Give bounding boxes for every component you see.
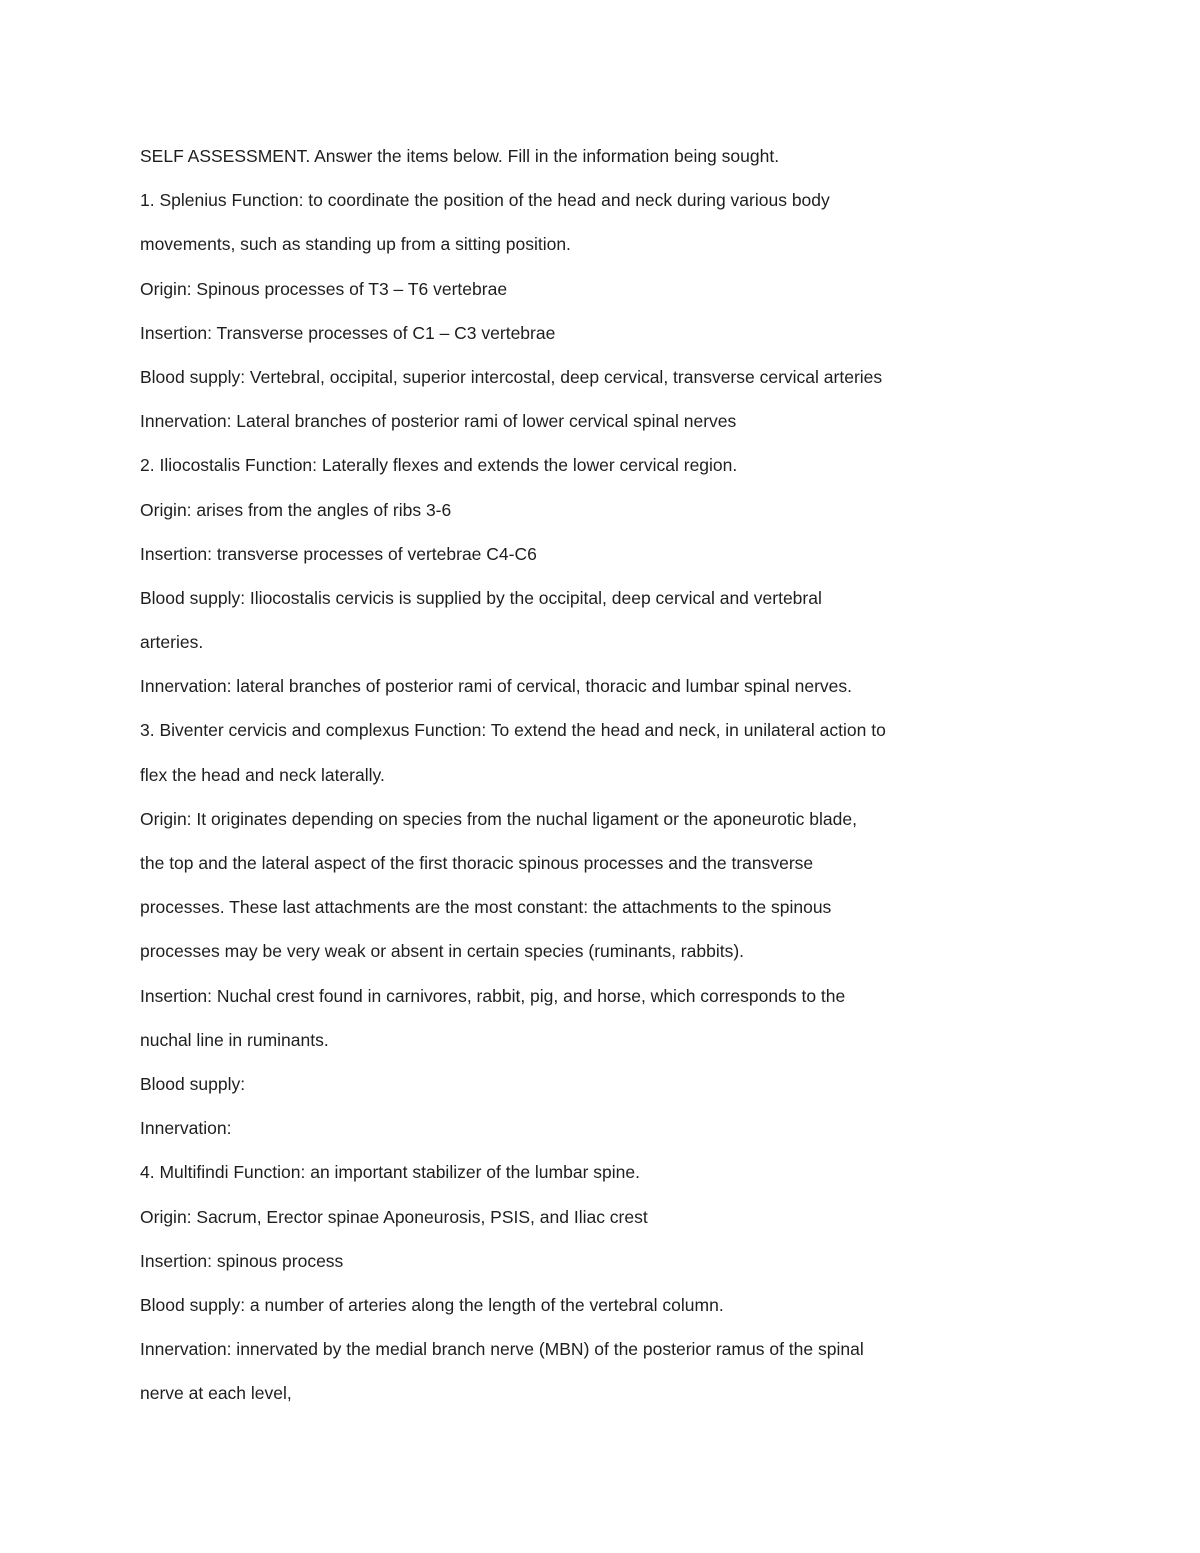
item-1-blood-supply: Blood supply: Vertebral, occipital, superior intercostal, deep cervical, transverse cervical arteries [140,366,883,387]
item-2-insertion: Insertion: transverse processes of vertebrae C4-C6 [140,543,537,564]
item-3-insertion-cont: nuchal line in ruminants. [140,1029,329,1050]
item-3-insertion: Insertion: Nuchal crest found in carnivores, rabbit, pig, and horse, which corresponds to the [140,985,846,1006]
item-3-blood-supply: Blood supply: [140,1073,246,1094]
item-1-insertion: Insertion: Transverse processes of C1 – C3 vertebrae [140,322,556,343]
item-3-origin: Origin: It originates depending on species from the nuchal ligament or the aponeurotic blade, [140,808,857,829]
item-1-innervation: Innervation: Lateral branches of posterior rami of lower cervical spinal nerves [140,411,737,432]
item-3-origin-cont-1: the top and the lateral aspect of the first thoracic spinous processes and the transverse [140,853,814,873]
item-4-origin: Origin: Sacrum, Erector spinae Aponeurosis, PSIS, and Iliac crest [140,1206,648,1227]
assessment-instructions: SELF ASSESSMENT. Answer the items below. Fill in the information being sought. [140,146,780,166]
item-4-function: 4. Multifindi Function: an important stabilizer of the lumbar spine. [140,1162,640,1183]
item-2-blood-supply-cont: arteries. [140,632,204,653]
item-2-blood-supply: Blood supply: Iliocostalis cervicis is supplied by the occipital, deep cervical and vertebral [140,587,822,608]
item-1-origin: Origin: Spinous processes of T3 – T6 vertebrae [140,278,508,299]
document-page [140,138,1000,1419]
item-2-function: 2. Iliocostalis Function: Laterally flexes and extends the lower cervical region. [140,455,738,476]
item-3-origin-cont-3: processes may be very weak or absent in certain species (ruminants, rabbits). [140,941,745,962]
item-2-innervation: Innervation: lateral branches of posterior rami of cervical, thoracic and lumbar spinal nerves. [140,676,853,697]
item-3-origin-cont-2: processes. These last attachments are the most constant: the attachments to the spinous [140,897,832,918]
item-4-blood-supply: Blood supply: a number of arteries along the length of the vertebral column. [140,1294,724,1315]
item-3-function-cont: flex the head and neck laterally. [140,764,385,785]
item-2-origin: Origin: arises from the angles of ribs 3-6 [140,499,452,520]
item-3-function: 3. Biventer cervicis and complexus Function: To extend the head and neck, in unilateral action to [140,720,886,741]
item-1-function-cont: movements, such as standing up from a sitting position. [140,234,571,255]
item-4-insertion: Insertion: spinous process [140,1250,344,1271]
item-1-function: 1. Splenius Function: to coordinate the position of the head and neck during various body [140,190,830,211]
item-4-innervation: Innervation: innervated by the medial branch nerve (MBN) of the posterior ramus of the spinal [140,1339,864,1360]
item-4-innervation-cont: nerve at each level, [140,1383,292,1404]
item-3-innervation: Innervation: [140,1118,232,1139]
